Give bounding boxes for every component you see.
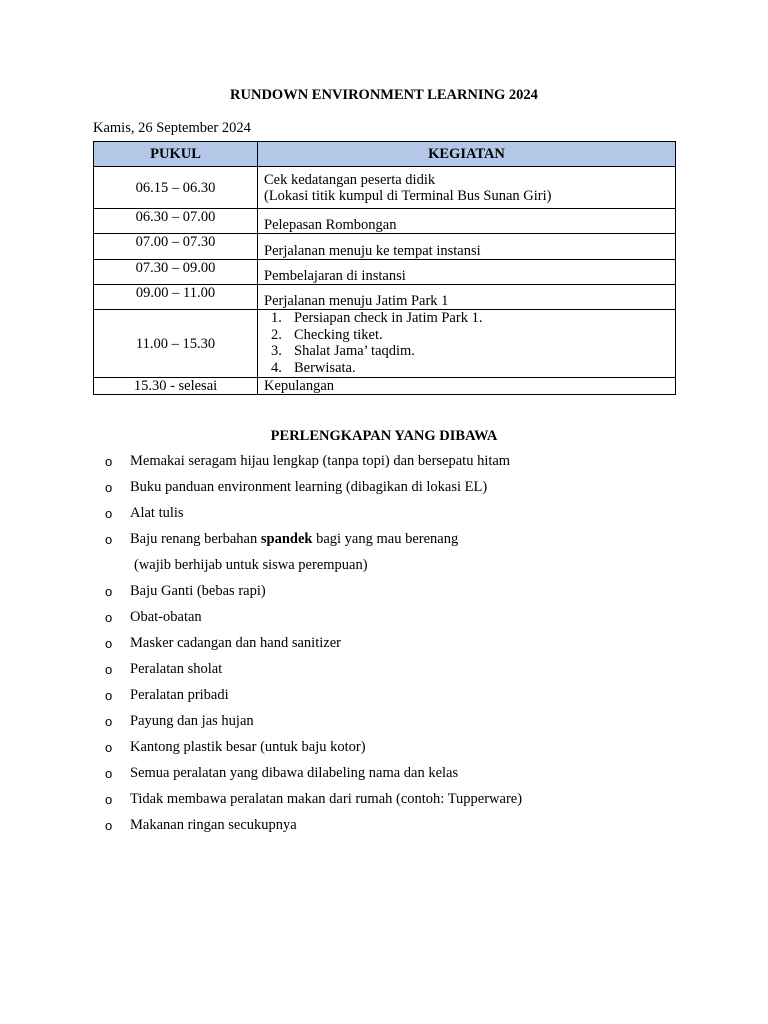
- bullet-icon: o: [105, 714, 113, 729]
- activity-line: Cek kedatangan peserta didik: [264, 171, 436, 188]
- table-row: [94, 378, 676, 395]
- activity-cell: [258, 167, 676, 209]
- table-header-row: [94, 142, 676, 167]
- bullet-icon: o: [105, 532, 113, 547]
- list-item: 2. Checking tiket.: [271, 326, 383, 343]
- event-date: Kamis, 26 September 2024: [93, 120, 251, 136]
- bullet-icon: o: [105, 610, 113, 625]
- bullet-icon: o: [105, 662, 113, 677]
- list-item: o Kantong plastik besar (untuk baju kotor): [105, 739, 366, 755]
- header-time: PUKUL: [94, 142, 258, 167]
- header-activity: KEGIATAN: [258, 142, 676, 167]
- time-cell: 15.30 - selesai: [94, 378, 258, 395]
- table-row: [94, 234, 676, 260]
- bullet-icon: o: [105, 584, 113, 599]
- bullet-icon: o: [105, 818, 113, 833]
- list-item: 3. Shalat Jama’ taqdim.: [271, 343, 415, 359]
- bullet-icon: o: [105, 740, 113, 755]
- page-title: RUNDOWN ENVIRONMENT LEARNING 2024: [230, 87, 538, 103]
- section-title: PERLENGKAPAN YANG DIBAWA: [270, 428, 498, 444]
- activity-line: (Lokasi titik kumpul di Terminal Bus Sunan Giri): [264, 187, 552, 204]
- activity-steps: [264, 310, 675, 376]
- activity-cell: Kepulangan: [258, 378, 676, 395]
- list-item: o Baju Ganti (bebas rapi): [105, 583, 266, 599]
- list-item: 4. Berwisata.: [271, 359, 356, 376]
- equipment-list: [0, 452, 768, 842]
- bullet-icon: o: [105, 636, 113, 651]
- activity-cell: [258, 310, 676, 378]
- table-row: [94, 285, 676, 310]
- activity-cell: Pelepasan Rombongan: [258, 209, 676, 234]
- list-item: o Buku panduan environment learning (dibagikan di lokasi EL): [105, 479, 488, 495]
- bullet-icon: o: [105, 766, 113, 781]
- list-item: o Obat-obatan: [105, 609, 202, 625]
- bullet-icon: o: [105, 454, 113, 469]
- bullet-icon: o: [105, 688, 113, 703]
- bullet-icon: o: [105, 792, 113, 807]
- activity-cell: Perjalanan menuju ke tempat instansi: [258, 234, 676, 260]
- activity-cell: Pembelajaran di instansi: [258, 260, 676, 285]
- list-item: o Payung dan jas hujan: [105, 713, 254, 729]
- table-row: [94, 260, 676, 285]
- rundown-table: [93, 141, 676, 395]
- table-row: [94, 209, 676, 234]
- list-item: o Baju renang berbahan spandek bagi yang mau berenang: [105, 531, 459, 547]
- emphasis-text: spandek: [260, 531, 313, 547]
- time-cell: 07.30 – 09.00: [94, 260, 258, 285]
- time-cell: 11.00 – 15.30: [94, 310, 258, 378]
- list-item: o Tidak membawa peralatan makan dari rumah (contoh: Tupperware): [105, 791, 523, 807]
- list-item: 1. Persiapan check in Jatim Park 1.: [271, 310, 483, 326]
- list-item: o Memakai seragam hijau lengkap (tanpa topi) dan bersepatu hitam: [105, 453, 511, 469]
- bullet-icon: o: [105, 480, 113, 495]
- time-cell: 09.00 – 11.00: [94, 285, 258, 310]
- activity-cell: Perjalanan menuju Jatim Park 1: [258, 285, 676, 310]
- bullet-icon: o: [105, 506, 113, 521]
- table-row: [94, 310, 676, 378]
- list-item: o Masker cadangan dan hand sanitizer: [105, 635, 341, 651]
- list-item: o Peralatan pribadi: [105, 687, 229, 703]
- table-row: [94, 167, 676, 209]
- list-item: o Peralatan sholat: [105, 661, 223, 677]
- time-cell: 06.15 – 06.30: [94, 167, 258, 209]
- time-cell: 06.30 – 07.00: [94, 209, 258, 234]
- list-item-continuation: (wajib berhijab untuk siswa perempuan): [134, 557, 368, 573]
- list-item: o Alat tulis: [105, 505, 184, 521]
- list-item: o Semua peralatan yang dibawa dilabeling nama dan kelas: [105, 765, 459, 781]
- time-cell: 07.00 – 07.30: [94, 234, 258, 260]
- list-item: o Makanan ringan secukupnya: [105, 817, 297, 833]
